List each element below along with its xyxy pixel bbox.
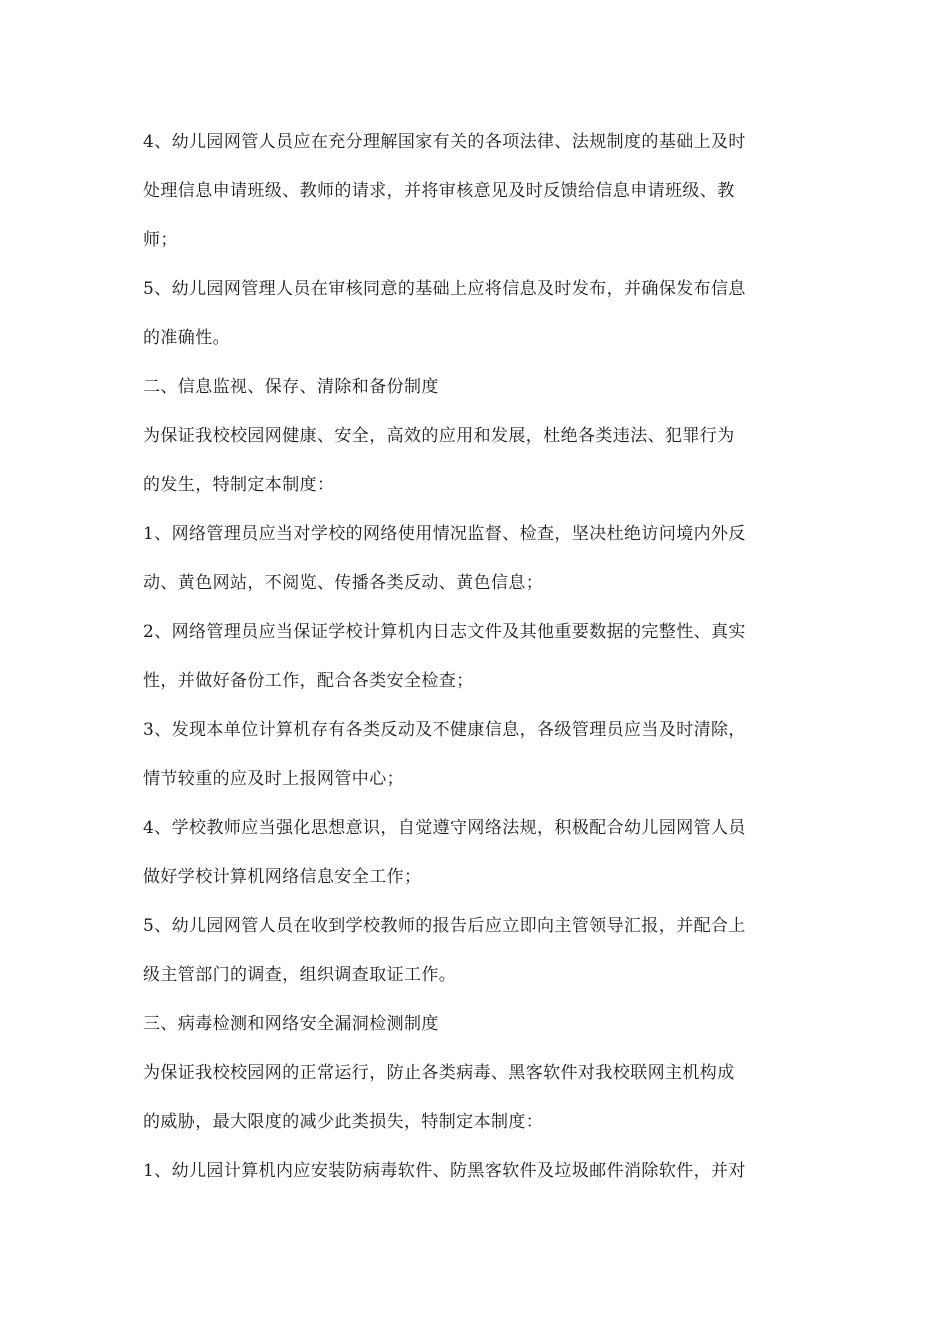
- paragraph-rule-5-publish: 5、幼儿园网管理人员在审核同意的基础上应将信息及时发布，并确保发布信息 的准确性。: [143, 279, 746, 348]
- section-3-item-1: 1、幼儿园计算机内应安装防病毒软件、防黑客软件及垃圾邮件消除软件，并对: [143, 1161, 746, 1181]
- section-2-item-2: 2、网络管理员应当保证学校计算机内日志文件及其他重要数据的完整性、真实 性，并做好备份工作，配合各类安全检查；: [143, 622, 746, 691]
- section-2-item-1: 1、网络管理员应当对学校的网络使用情况监督、检查，坚决杜绝访问境内外反 动、黄色网站，不阅览、传播各类反动、黄色信息；: [143, 524, 746, 593]
- paragraph-rule-4-review: 4、幼儿园网管人员应在充分理解国家有关的各项法律、法规制度的基础上及时 处理信息申请班级、教师的请求，并将审核意见及时反馈给信息申请班级、教 师；: [143, 132, 746, 250]
- section-2-item-3: 3、发现本单位计算机存有各类反动及不健康信息，各级管理员应当及时清除， 情节较重的应及时上报网管中心；: [143, 720, 746, 789]
- section-heading-3: 三、病毒检测和网络安全漏洞检测制度: [143, 1014, 439, 1034]
- section-2-item-5: 5、幼儿园网管人员在收到学校教师的报告后应立即向主管领导汇报，并配合上 级主管部门的调查，组织调查取证工作。: [143, 916, 746, 985]
- section-3-intro: 为保证我校校园网的正常运行，防止各类病毒、黑客软件对我校联网主机构成 的威胁，最大限度的减少此类损失，特制定本制度：: [143, 1063, 735, 1132]
- document-body: [143, 118, 813, 1196]
- section-2-intro: 为保证我校校园网健康、安全，高效的应用和发展，杜绝各类违法、犯罪行为 的发生，特制定本制度：: [143, 426, 735, 495]
- section-heading-2: 二、信息监视、保存、清除和备份制度: [143, 377, 439, 397]
- section-2-item-4: 4、学校教师应当强化思想意识，自觉遵守网络法规，积极配合幼儿园网管人员 做好学校计算机网络信息安全工作；: [143, 818, 746, 887]
